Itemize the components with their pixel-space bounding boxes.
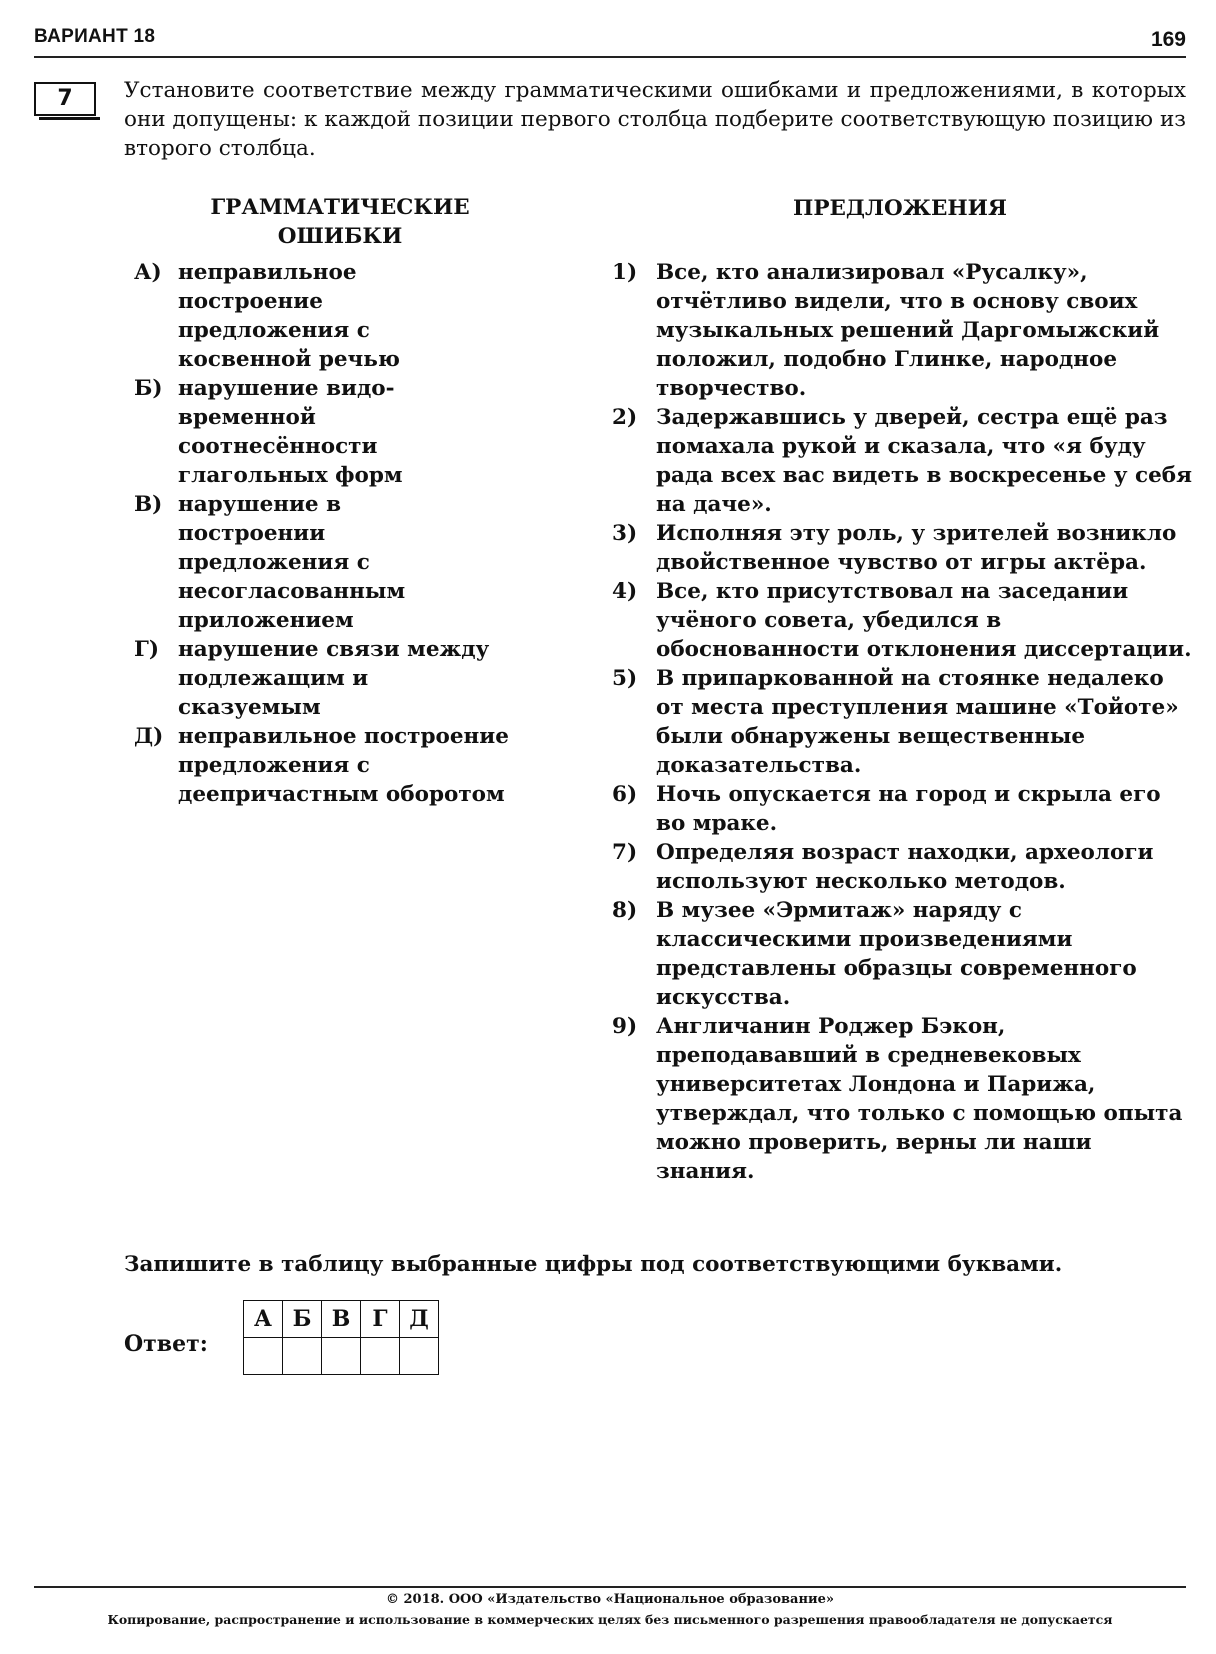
- error-text: неправильное построение предложения с косвенной речью: [178, 260, 400, 372]
- answer-value-cell[interactable]: [283, 1338, 322, 1375]
- error-letter: В): [134, 492, 163, 517]
- answer-letter-cell: Д: [400, 1301, 439, 1338]
- sentences-list: [612, 258, 1192, 1186]
- answer-value-cell[interactable]: [322, 1338, 361, 1375]
- answer-letter-cell: Б: [283, 1301, 322, 1338]
- sentence-item: [612, 1012, 1192, 1186]
- answer-value-cell[interactable]: [361, 1338, 400, 1375]
- footer-divider: [34, 1586, 1186, 1588]
- answer-value-cell[interactable]: [400, 1338, 439, 1375]
- task-instruction: Установите соответствие между грамматическими ошибками и предложениями, в которых они допущены: к каждой позиции первого столбца подберите соответствующую позицию из второго столбца.: [124, 78, 1186, 161]
- page-header: [34, 22, 1186, 58]
- sentences-column-title: ПРЕДЛОЖЕНИЯ: [793, 196, 1007, 221]
- page-number: 169: [1150, 28, 1186, 51]
- answer-instruction: Запишите в таблицу выбранные цифры под соответствующими буквами.: [124, 1252, 1063, 1277]
- sentence-number: 5): [612, 666, 638, 691]
- error-item: [134, 635, 534, 722]
- errors-list: [134, 258, 534, 809]
- sentence-item: [612, 664, 1192, 780]
- error-text: нарушение в построении предложения с несогласованным приложением: [178, 492, 406, 633]
- error-text: нарушение связи между подлежащим и сказуемым: [178, 637, 490, 720]
- error-text: неправильное построение предложения с деепричастным оборотом: [178, 724, 509, 807]
- error-text: нарушение видо-временной соотнесённости глагольных форм: [178, 376, 403, 488]
- error-letter: А): [134, 260, 162, 285]
- sentence-item: [612, 258, 1192, 403]
- error-item: [134, 490, 534, 635]
- sentence-item: [612, 838, 1192, 896]
- sentence-item: [612, 780, 1192, 838]
- sentence-number: 3): [612, 521, 638, 546]
- sentence-item: [612, 896, 1192, 1012]
- task-number-box: 7: [34, 82, 96, 116]
- error-item: [134, 722, 534, 809]
- answer-values-row: [244, 1338, 439, 1375]
- sentence-text: Англичанин Роджер Бэкон, преподававший в средневековых университетах Лондона и Парижа, утверждал, что только с помощью опыта можно проверить, верны ли наши знания.: [656, 1014, 1183, 1184]
- sentence-item: [612, 519, 1192, 577]
- answer-label: Ответ:: [124, 1331, 208, 1357]
- sentence-text: В музее «Эрмитаж» наряду с классическими произведениями представлены образцы современного искусства.: [656, 898, 1137, 1010]
- answer-value-cell[interactable]: [244, 1338, 283, 1375]
- sentence-number: 9): [612, 1014, 638, 1039]
- sentence-text: Все, кто анализировал «Русалку», отчётливо видели, что в основу своих музыкальных решений Даргомыжский положил, подобно Глинке, народное творчество.: [656, 260, 1160, 401]
- answer-table: [243, 1300, 439, 1375]
- sentence-number: 6): [612, 782, 638, 807]
- answer-letter-cell: Г: [361, 1301, 400, 1338]
- sentence-item: [612, 403, 1192, 519]
- error-item: [134, 258, 534, 374]
- sentence-text: Ночь опускается на город и скрыла его во мраке.: [656, 782, 1161, 836]
- footer-copyright: © 2018. ООО «Издательство «Национальное образование»: [385, 1592, 835, 1607]
- variant-label: ВАРИАНТ 18: [34, 26, 156, 47]
- sentence-text: Исполняя эту роль, у зрителей возникло двойственное чувство от игры актёра.: [656, 521, 1177, 575]
- footer-rights: Копирование, распространение и использование в коммерческих целях без письменного разрешения правообладателя не допускается: [107, 1612, 1113, 1627]
- error-letter: Д): [134, 724, 164, 749]
- answer-letters-row: [244, 1301, 439, 1338]
- sentence-text: В припаркованной на стоянке недалеко от места преступления машине «Тойоте» были обнаружены вещественные доказательства.: [656, 666, 1179, 778]
- sentence-text: Определяя возраст находки, археологи используют несколько методов.: [656, 840, 1154, 894]
- errors-column-title: ГРАММАТИЧЕСКИЕ ОШИБКИ: [210, 195, 470, 249]
- sentence-number: 8): [612, 898, 638, 923]
- sentence-item: [612, 577, 1192, 664]
- sentence-number: 2): [612, 405, 638, 430]
- error-item: [134, 374, 534, 490]
- sentence-text: Задержавшись у дверей, сестра ещё раз помахала рукой и сказала, что «я буду рада всех вас видеть в воскресенье у себя на даче».: [656, 405, 1192, 517]
- sentence-number: 7): [612, 840, 638, 865]
- answer-letter-cell: А: [244, 1301, 283, 1338]
- sentence-number: 1): [612, 260, 638, 285]
- error-letter: Г): [134, 637, 160, 662]
- error-letter: Б): [134, 376, 163, 401]
- sentence-text: Все, кто присутствовал на заседании учёного совета, убедился в обоснованности отклонения диссертации.: [656, 579, 1192, 662]
- sentence-number: 4): [612, 579, 638, 604]
- answer-letter-cell: В: [322, 1301, 361, 1338]
